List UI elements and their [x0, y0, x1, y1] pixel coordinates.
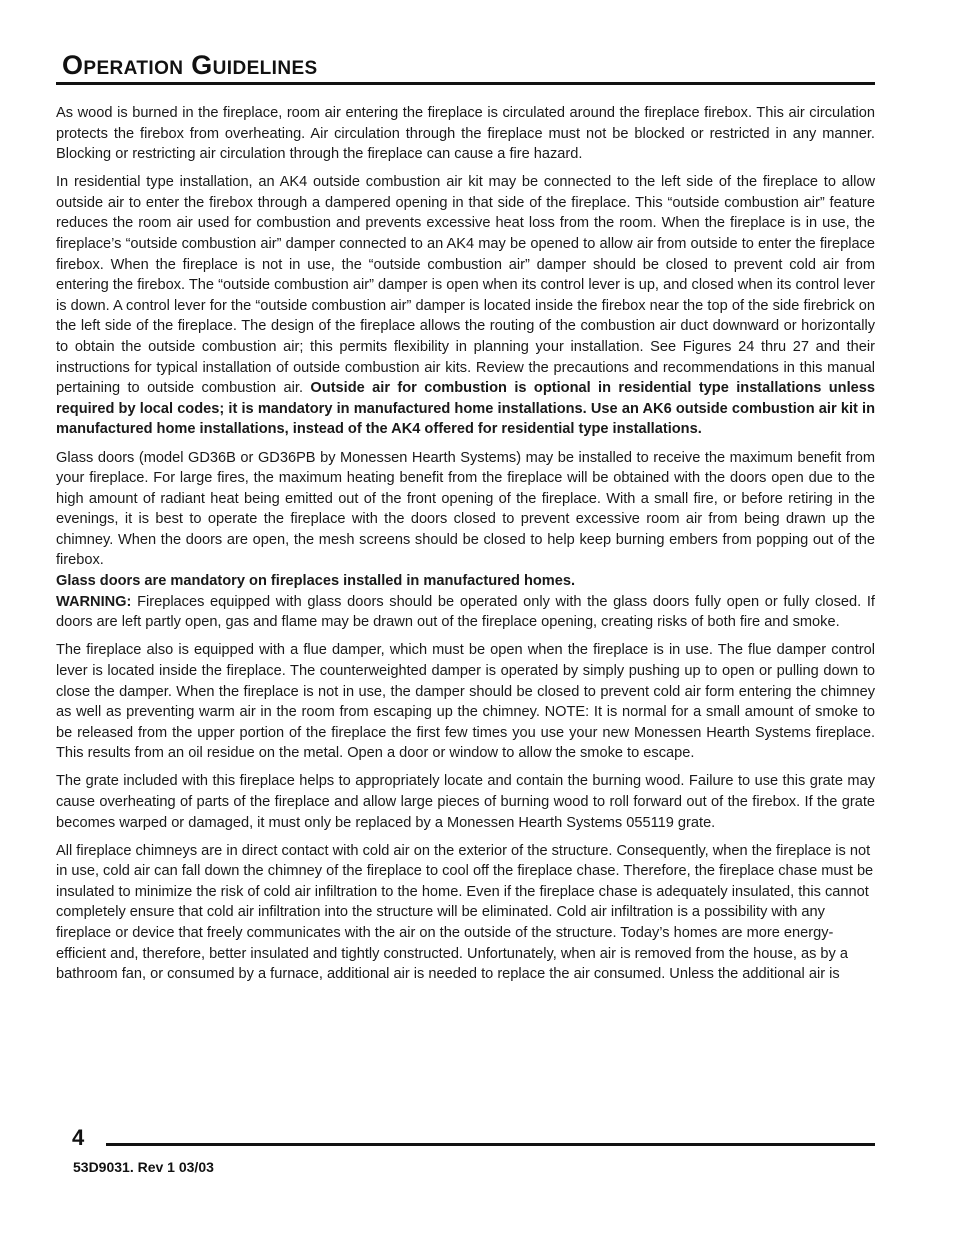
paragraph-cold-air-infiltration: All fireplace chimneys are in direct contact with cold air on the exterior of the structure. Consequently, when the fireplace is not in use, cold air can fall down the chimney of the fireplace to cool off the fireplace chase. Therefore, the fireplace chase must be insulated to minimize the risk of cold air infiltration to the home. Even if the fireplace chase is adequately insulated, this cannot completely ensure that cold air infiltration into the structure will be eliminated. Cold air infiltration is a possibility with any fireplace or device that freely communicates with the air on the outside of the structure. Today’s homes are more energy-efficient and, therefore, better insulated and tightly constructed. Unfortunately, when air is removed from the house, as by a bathroom fan, or consumed by a furnace, additional air is needed to replace the air consumed. Unless the additional air is: [56, 842, 874, 983]
warning-label: WARNING:: [56, 593, 132, 610]
paragraph-flue-damper: The fireplace also is equipped with a flue damper, which must be open when the fireplace is in use. The flue damper control lever is located inside the fireplace. The counterweighted damper is operated by simply pushing up to open or pulling down to close the damper. When the fireplace is not in use, the damper should be closed to prevent cold air form entering the chimney as well as preventing warm air in the room from escaping up the chimney. NOTE: It is normal for a small amount of smoke to be released from the upper portion of the fireplace the first few times you use your new Monessen Hearth Systems fireplace. This results from an oil residue on the metal. Open a door or window to allow the smoke to escape.: [56, 642, 875, 762]
title-underline: [56, 82, 875, 85]
page-title: Operation Guidelines: [62, 50, 318, 80]
paragraph-air-circulation: As wood is burned in the fireplace, room air entering the fireplace is circulated around the fireplace firebox. This air circulation protects the firebox from overheating. Air circulation through the fireplace must not be blocked or restricted in any manner. Blocking or restricting air circulation through the fireplace can cause a fire hazard.: [56, 105, 875, 163]
glass-doors-mandatory-notice: Glass doors are mandatory on fireplaces installed in manufactured homes.: [56, 573, 576, 590]
paragraph-warning: [56, 592, 875, 633]
paragraph-grate: The grate included with this fireplace helps to appropriately locate and contain the burning wood. Failure to use this grate may cause overheating of parts of the fireplace and allow large pieces of burning wood to roll forward out of the firebox. If the grate becomes warped or damaged, it must only be replaced by a Monessen Hearth Systems 055119 grate.: [56, 773, 875, 831]
document-code: 53D9031. Rev 1 03/03: [73, 1159, 214, 1175]
paragraph-outside-combustion-air: [56, 172, 875, 440]
warning-text: Fireplaces equipped with glass doors should be operated only with the glass doors fully open or fully closed. If doors are left partly open, gas and flame may be drawn out of the fireplace opening, creating risks of both fire and smoke.: [56, 593, 875, 631]
paragraph-glass-doors: Glass doors (model GD36B or GD36PB by Monessen Hearth Systems) may be installed to receive the maximum benefit from your fireplace. For large fires, the maximum heating benefit from the fireplace will be obtained with the doors open due to the high amount of radiant heat being emitted out of the front opening of the fireplace. With a small fire, or before retiring in the evenings, it is best to operate the fireplace with the doors closed to prevent excessive room air from being drawn up the chimney. When the doors are open, the mesh screens should be closed to help keep burning embers from popping out of the firebox.: [56, 449, 875, 569]
body-text: [56, 103, 875, 985]
outside-air-mandatory-notice: Outside air for combustion is optional in residential type installations unless required by local codes; it is mandatory in manufactured home installations. Use an AK6 outside combustion air kit in manufactured home installations, instead of the AK4 offered for residential type installations.: [56, 380, 875, 438]
footer-rule: [106, 1143, 875, 1146]
outside-air-text: In residential type installation, an AK4 outside combustion air kit may be connected to the left side of the fireplace to allow outside air to enter the firebox through a dampered opening in that side of the fireplace. This “outside combustion air” feature reduces the room air used for combustion and prevents excessive heat loss from the room. When the fireplace is in use, the fireplace’s “outside combustion air” damper connected to an AK4 may be opened to allow air from outside to enter the fireplace firebox. When the fireplace is not in use, the “outside combustion air” damper should be closed to prevent cold air from entering the firebox. The “outside combustion air” damper is open when its control lever is up, and closed when its control lever is down. A control lever for the “outside combustion air” damper is located inside the firebox near the top of the side firebrick on the left side of the fireplace. The design of the fireplace allows the routing of the combustion air duct downward or horizontally to obtain the outside combustion air; this permits flexibility in planning your installation. See Figures 24 thru 27 and their instructions for typical installation of outside combustion air kits. Review the precautions and recommendations in this manual pertaining to outside combustion air.: [56, 174, 875, 397]
page-number: 4: [72, 1125, 85, 1150]
